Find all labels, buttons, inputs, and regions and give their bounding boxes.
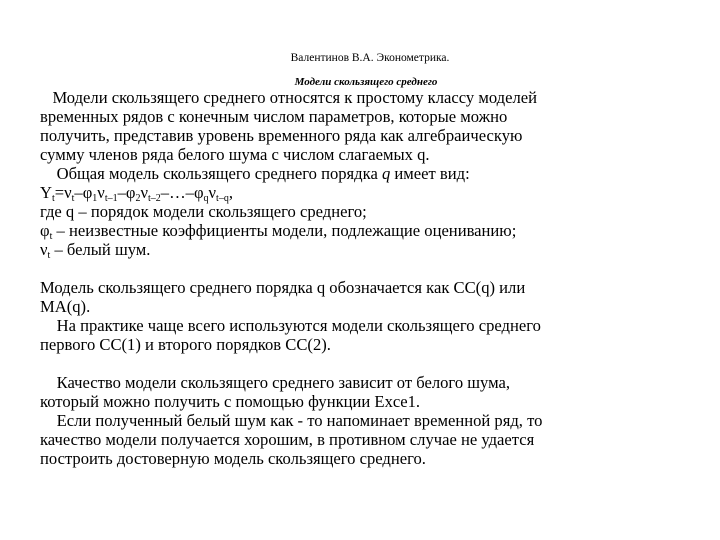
para4-line: который можно получить с помощью функции Exce1.: [40, 392, 421, 411]
para4-line: Качество модели скользящего среднего зависит от белого шума,: [40, 373, 511, 392]
para3-line: На практике чаще всего используются модели скользящего среднего: [40, 316, 541, 335]
spacer: [40, 259, 680, 278]
nu-definition: $\nu_t$ – белый шум.: [40, 240, 151, 261]
para1-line: сумму членов ряда белого шума с числом слагаемых q.: [40, 145, 430, 164]
para3-line: первого СС(1) и второго порядков СС(2).: [40, 335, 331, 354]
order-q: q: [381, 164, 391, 183]
document-body: [40, 88, 680, 468]
para4-line: построить достоверную модель скользящего среднего.: [40, 449, 426, 468]
para1-line: временных рядов с конечным числом параметров, которые можно: [40, 107, 508, 126]
para1-line: получить, представив уровень временного ряда как алгебраическую: [40, 126, 523, 145]
ma-formula: $Y_t=\nu_t-\varphi_1\nu_{t-1}-\varphi_2\nu_{t-2}-\dots-\varphi_q\nu_{t-q}$,: [40, 183, 233, 204]
para1-line: Модели скользящего среднего относятся к простому классу моделей: [40, 88, 537, 107]
para3-line: МА(q).: [40, 297, 91, 316]
spacer: [40, 354, 680, 373]
section-title: Модели скользящего среднего: [294, 76, 438, 88]
para3-line: Модель скользящего среднего порядка q обозначается как СС(q) или: [40, 278, 526, 297]
phi-definition: $\varphi_t$ – неизвестные коэффициенты модели, подлежащие оцениванию;: [40, 221, 517, 242]
para4-line: Если полученный белый шум как - то напоминает временной ряд, то: [40, 411, 543, 430]
para2-intro: Общая модель скользящего среднего порядка q имеет вид:: [40, 164, 470, 183]
header-author-title: Валентинов В.А. Эконометрика.: [290, 52, 450, 64]
where-q-line: где q – порядок модели скользящего среднего;: [40, 202, 367, 221]
para4-line: качество модели получается хорошим, в противном случае не удается: [40, 430, 535, 449]
